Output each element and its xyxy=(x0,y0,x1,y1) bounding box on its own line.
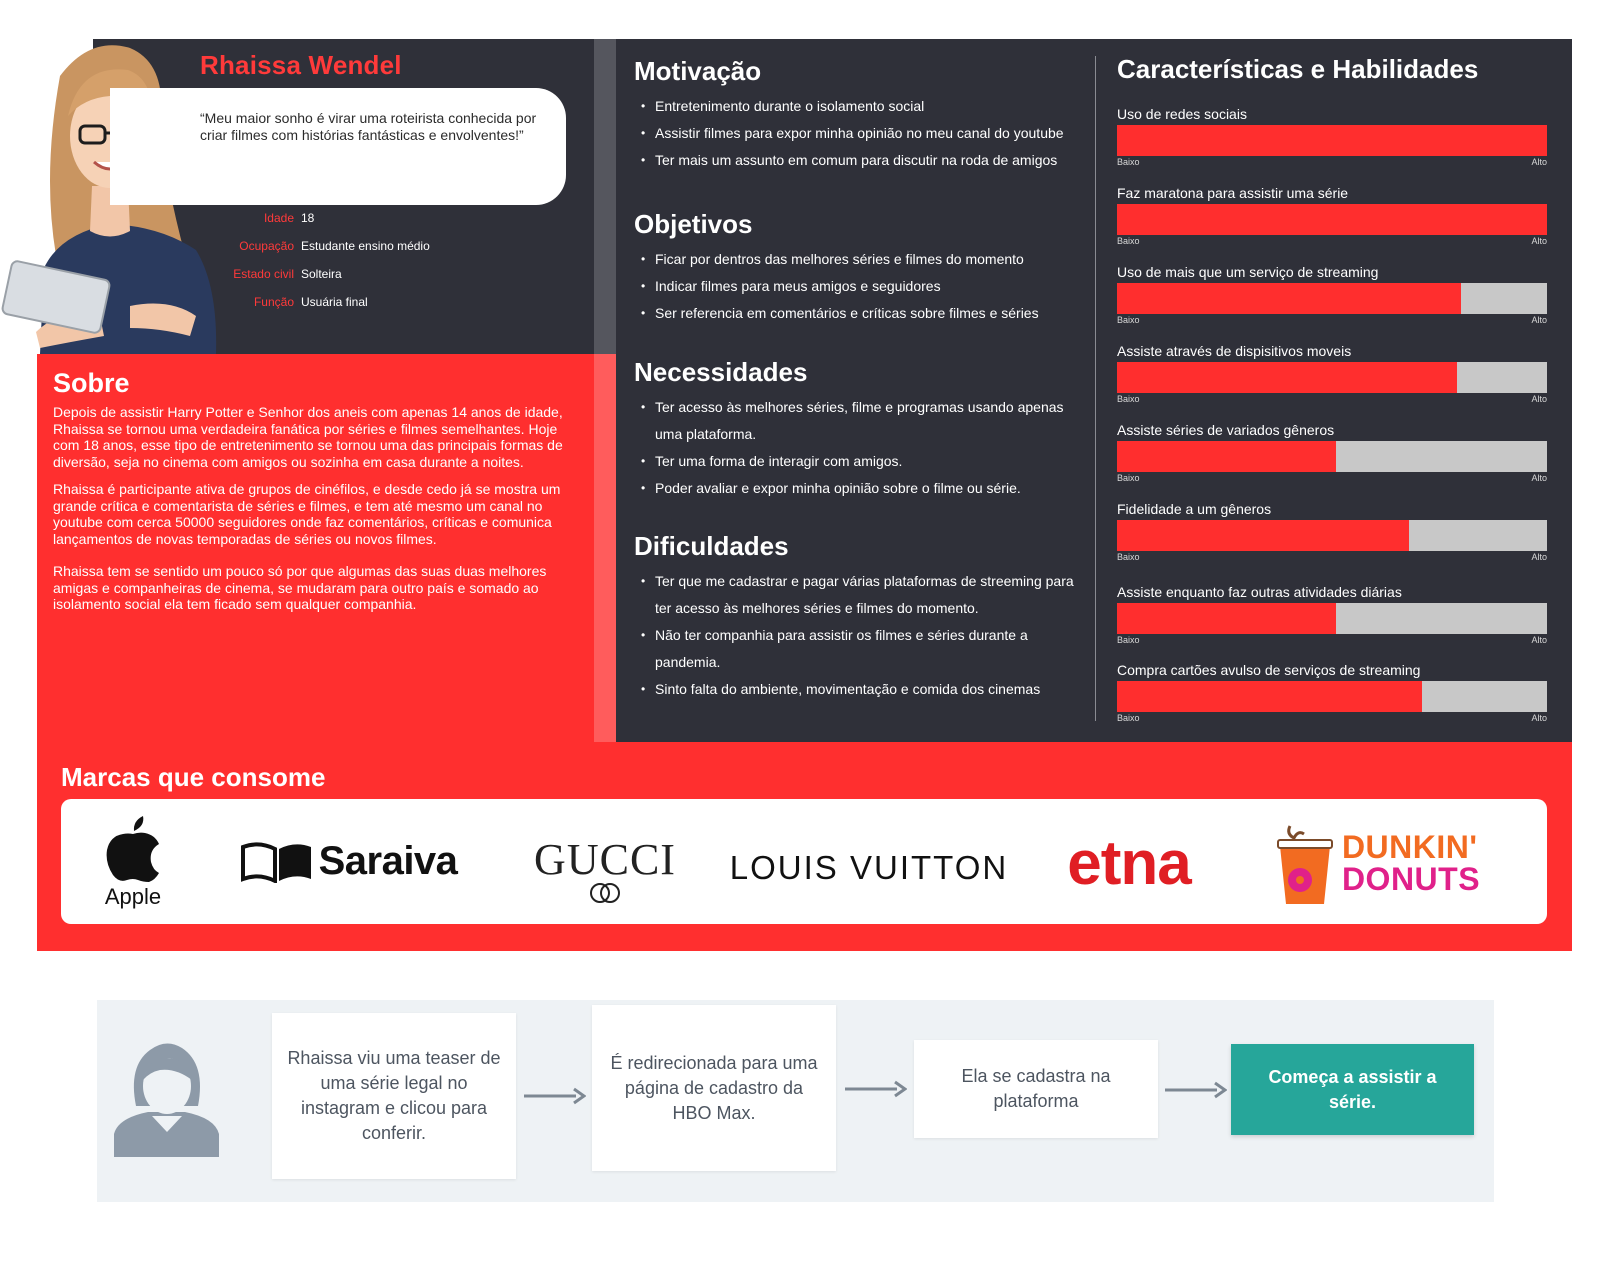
list-item: • Sinto falta do ambiente, movimentação e comida dos cinemas xyxy=(641,676,1081,703)
skill-bar-track xyxy=(1117,441,1547,472)
brand-apple xyxy=(98,815,168,911)
skill-label: Fidelidade a um gêneros xyxy=(1117,501,1272,517)
skill-low-label: Baixo xyxy=(1117,394,1140,404)
skill-high-label: Alto xyxy=(1531,394,1547,404)
list-item: • Ter que me cadastrar e pagar várias plataformas de streeming para ter acesso às melhores séries e filmes do momento. xyxy=(641,568,1081,622)
skill-bar-fill xyxy=(1117,603,1336,634)
journey-step-2 xyxy=(592,1005,836,1171)
skill-bar-fill xyxy=(1117,681,1422,712)
skills-title: Características e Habilidades xyxy=(1117,54,1479,84)
quote-bubble xyxy=(110,88,566,205)
skill-bar-fill xyxy=(1117,283,1461,314)
brand-gucci xyxy=(520,832,690,910)
book-icon xyxy=(241,839,313,883)
sobre-paragraph: Depois de assistir Harry Potter e Senhor dos aneis com apenas 14 anos de idade, Rhaissa se tornou uma verdadeira fanática por séries e filmes semelhantes. Hoje com 18 anos, esse tipo de entretenimento se tornou uma das principais formas de diversão, seja no cinema com amigos ou sozinha em casa durante a noites. xyxy=(53,404,563,470)
apple-logo-icon xyxy=(105,816,161,882)
skill-scale xyxy=(1117,551,1547,563)
sobre-paragraph: Rhaissa tem se sentido um pouco só por que algumas das suas duas melhores amigas e companheiras de cinema, se mudaram para outro país e somado ao isolamento social ela tem ficado sem qualquer companhia. xyxy=(53,563,547,612)
brand-name: Apple xyxy=(104,884,162,909)
gucci-gg-icon xyxy=(588,882,622,904)
skill-high-label: Alto xyxy=(1531,635,1547,645)
brand-name: etna xyxy=(1067,829,1191,898)
divider-strip xyxy=(594,39,616,354)
skill-label: Assiste através de dispisitivos moveis xyxy=(1117,343,1352,359)
skill-bar-fill xyxy=(1117,204,1547,235)
skill-bar-fill xyxy=(1117,362,1457,393)
skill-scale xyxy=(1117,712,1547,724)
skill-low-label: Baixo xyxy=(1117,635,1140,645)
skill-item xyxy=(1117,263,1547,323)
info-row-age xyxy=(200,210,314,226)
info-label: Função xyxy=(253,295,294,309)
skill-scale xyxy=(1117,314,1547,326)
skill-low-label: Baixo xyxy=(1117,552,1140,562)
journey-step-text: Rhaissa viu uma teaser de uma série legal no instagram e clicou para conferir. xyxy=(287,1048,501,1143)
skill-low-label: Baixo xyxy=(1117,713,1140,723)
sobre-paragraph: Rhaissa é participante ativa de grupos de cinéfilos, e desde cedo já se mostra um grande crítica e comentarista de séries e filmes, e tem até mesmo um canal no youtube com cerca 50000 seguidores onde faz comentários, críticas e comunica lançamentos de novas temporadas de séries ou novos filmes. xyxy=(53,481,561,547)
list-item: • Não ter companhia para assistir os filmes e séries durante a pandemia. xyxy=(641,622,1081,676)
skill-high-label: Alto xyxy=(1531,315,1547,325)
info-value: Usuária final xyxy=(301,295,368,309)
skill-scale xyxy=(1117,634,1547,646)
brand-name: LOUIS VUITTON xyxy=(729,849,1009,886)
brand-dunkin-donuts xyxy=(1262,818,1492,908)
motivacao-title: Motivação xyxy=(634,56,762,86)
skill-item xyxy=(1117,500,1547,560)
skill-label: Uso de redes sociais xyxy=(1117,106,1247,122)
skill-bar-track xyxy=(1117,603,1547,634)
skill-high-label: Alto xyxy=(1531,552,1547,562)
list-item: • Ser referencia em comentários e críticas sobre filmes e séries xyxy=(641,300,1081,327)
dificuldades-list xyxy=(641,568,1081,703)
info-row-role xyxy=(200,294,368,310)
skill-label: Assiste enquanto faz outras atividades diárias xyxy=(1117,584,1402,600)
skill-item xyxy=(1117,661,1547,721)
skill-bar-fill xyxy=(1117,520,1409,551)
skill-label: Assiste séries de variados gêneros xyxy=(1117,422,1335,438)
skill-low-label: Baixo xyxy=(1117,157,1140,167)
skill-label: Faz maratona para assistir uma série xyxy=(1117,185,1349,201)
arrow-right-icon xyxy=(524,1086,586,1106)
skill-bar-fill xyxy=(1117,125,1547,156)
persona-quote: “Meu maior sonho é virar uma roteirista conhecida por criar filmes com histórias fantásticas e envolventes!” xyxy=(200,110,537,143)
journey-final-text: Começa a assistir a série. xyxy=(1268,1066,1437,1112)
list-item: • Indicar filmes para meus amigos e seguidores xyxy=(641,273,1081,300)
info-value: 18 xyxy=(301,211,315,225)
journey-step-text: É redirecionada para uma página de cadastro da HBO Max. xyxy=(610,1052,818,1123)
skill-item xyxy=(1117,184,1547,244)
brand-name: DONUTS xyxy=(1341,861,1481,897)
brand-saraiva xyxy=(218,836,480,886)
brand-name: DUNKIN' xyxy=(1341,829,1478,865)
info-row-civil-status xyxy=(200,266,342,282)
list-item: • Ter acesso às melhores séries, filme e programas usando apenas uma plataforma. xyxy=(641,394,1081,448)
motivacao-list xyxy=(641,93,1081,174)
persona-name: Rhaissa Wendel xyxy=(200,50,402,80)
journey-step-text: Ela se cadastra na plataforma xyxy=(961,1066,1111,1111)
skill-high-label: Alto xyxy=(1531,713,1547,723)
objetivos-title: Objetivos xyxy=(634,209,753,239)
objetivos-list xyxy=(641,246,1081,327)
skill-scale xyxy=(1117,235,1547,247)
necessidades-title: Necessidades xyxy=(634,357,808,387)
brands-title: Marcas que consome xyxy=(61,762,326,792)
brand-name: GUCCI xyxy=(534,835,676,884)
skill-scale xyxy=(1117,393,1547,405)
list-item: • Entretenimento durante o isolamento social xyxy=(641,93,1081,120)
skill-bar-track xyxy=(1117,681,1547,712)
dificuldades-title: Dificuldades xyxy=(634,531,789,561)
skill-scale xyxy=(1117,472,1547,484)
skill-item xyxy=(1117,421,1547,481)
skill-item xyxy=(1117,583,1547,643)
info-label: Estado civil xyxy=(233,267,294,281)
skill-scale xyxy=(1117,156,1547,168)
skill-bar-track xyxy=(1117,362,1547,393)
list-item: • Ficar por dentros das melhores séries e filmes do momento xyxy=(641,246,1081,273)
skill-item xyxy=(1117,342,1547,402)
info-value: Estudante ensino médio xyxy=(301,239,430,253)
skill-item xyxy=(1117,105,1547,165)
skill-low-label: Baixo xyxy=(1117,236,1140,246)
info-label: Idade xyxy=(263,211,294,225)
list-item: • Assistir filmes para expor minha opinião no meu canal do youtube xyxy=(641,120,1081,147)
sobre-title: Sobre xyxy=(53,368,130,398)
necessidades-list xyxy=(641,394,1081,502)
list-item: • Ter mais um assunto em comum para discutir na roda de amigos xyxy=(641,147,1081,174)
brand-name: Saraiva xyxy=(318,838,458,883)
coffee-cup-icon xyxy=(1274,820,1336,906)
skill-bar-fill xyxy=(1117,441,1336,472)
journey-step-3 xyxy=(914,1040,1158,1138)
divider-strip xyxy=(594,354,616,742)
skill-bar-track xyxy=(1117,125,1547,156)
list-item: • Poder avaliar e expor minha opinião sobre o filme ou série. xyxy=(641,475,1081,502)
skill-bar-track xyxy=(1117,520,1547,551)
brand-louis-vuitton xyxy=(729,848,1009,888)
skill-label: Uso de mais que um serviço de streaming xyxy=(1117,264,1379,280)
list-item: • Ter uma forma de interagir com amigos. xyxy=(641,448,1081,475)
skill-label: Compra cartões avulso de serviços de streaming xyxy=(1117,662,1421,678)
journey-final-step xyxy=(1231,1044,1474,1135)
arrow-right-icon xyxy=(1165,1080,1227,1100)
journey-step-1 xyxy=(272,1013,516,1179)
info-value: Solteira xyxy=(301,267,342,281)
skill-bar-track xyxy=(1117,283,1547,314)
skill-high-label: Alto xyxy=(1531,157,1547,167)
arrow-right-icon xyxy=(845,1079,907,1099)
info-row-occupation xyxy=(200,238,430,254)
skill-low-label: Baixo xyxy=(1117,473,1140,483)
skill-low-label: Baixo xyxy=(1117,315,1140,325)
column-divider xyxy=(1095,56,1096,721)
skill-high-label: Alto xyxy=(1531,236,1547,246)
user-avatar-icon xyxy=(110,1036,223,1157)
skill-bar-track xyxy=(1117,204,1547,235)
skill-high-label: Alto xyxy=(1531,473,1547,483)
info-label: Ocupação xyxy=(239,239,294,253)
brand-etna xyxy=(1044,829,1214,898)
